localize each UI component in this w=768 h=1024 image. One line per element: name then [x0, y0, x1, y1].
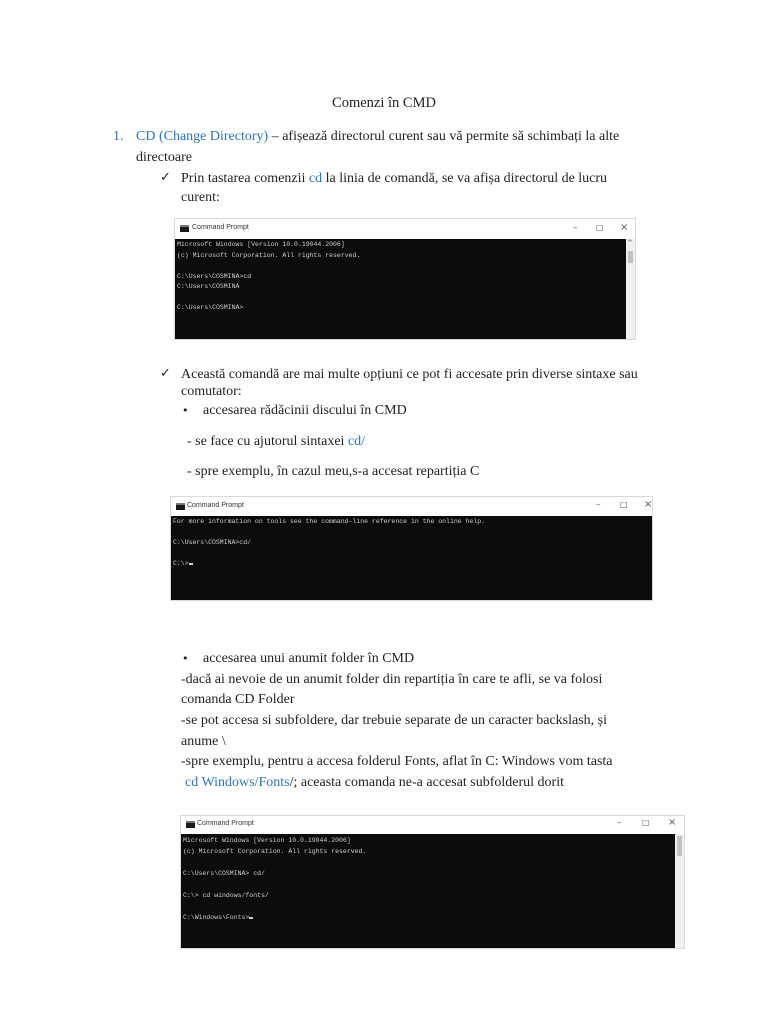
check-text-a: Prin tastarea comenzii: [181, 171, 309, 186]
scroll-thumb[interactable]: [677, 836, 682, 856]
item-description-cont: directoare: [136, 150, 192, 165]
text-cursor: [249, 917, 253, 919]
check-text-b: la linia de comandă, se va afișa directorul de lucru: [322, 171, 608, 186]
scrollbar[interactable]: [626, 239, 635, 339]
console-line: (c) Microsoft Corporation. All rights reserved.: [183, 848, 367, 855]
console-line: [177, 261, 624, 272]
document-title: Comenzi în CMD: [332, 95, 436, 111]
console-line: [183, 901, 673, 912]
paragraph-rest: /; aceasta comanda ne-a accesat subfolderul dorit: [289, 775, 564, 790]
console-line: [183, 857, 673, 868]
scroll-thumb[interactable]: [628, 251, 633, 263]
paragraph-line: comanda CD Folder: [181, 692, 295, 707]
console-line: (c) Microsoft Corporation. All rights reserved.: [177, 251, 361, 259]
console-line: Microsoft Windows [Version 10.0.19044.2006]: [177, 241, 345, 248]
console-line: [183, 912, 673, 923]
console-line: [173, 528, 650, 539]
console-prompt: C:\>: [173, 560, 189, 567]
terminal-icon: [180, 225, 189, 232]
note-text-a: - se face cu ajutorul sintaxei: [187, 434, 348, 449]
console-prompt: C:\Windows\Fonts>: [183, 914, 250, 921]
scrollbar[interactable]: [675, 834, 684, 948]
console-output: [181, 834, 675, 948]
close-button[interactable]: ×: [620, 222, 629, 233]
minimize-button[interactable]: –: [596, 500, 601, 510]
paragraph-line: [185, 773, 564, 793]
close-button[interactable]: ×: [668, 817, 677, 828]
console-line: C:\Users\COSMINA>cd/: [173, 539, 252, 546]
paragraph-line: -spre exemplu, pentru a accesa folderul Fonts, aflat în C: Windows vom tasta: [181, 754, 613, 769]
command-name: CD (Change Directory): [136, 129, 269, 144]
console-line: C:\Users\COSMINA>: [177, 304, 244, 311]
paragraph-line: anume \: [181, 734, 226, 749]
console-line: [173, 549, 650, 560]
note-text: [187, 432, 365, 452]
command-prompt-window-1: [174, 218, 636, 340]
maximize-button[interactable]: □: [596, 223, 604, 232]
terminal-icon: [176, 503, 185, 510]
console-line: [177, 293, 624, 304]
scroll-up-arrow-icon[interactable]: ^: [627, 239, 633, 247]
window-title: Command Prompt: [187, 502, 244, 509]
inline-command: cd Windows/Fonts: [185, 775, 290, 790]
item-description: afișează directorul curent sau vă permite să schimbați la alte: [282, 129, 620, 144]
console-line: C:\Users\COSMINA> cd/: [183, 870, 265, 877]
console-line: For more information on tools see the command-line reference in the online help.: [173, 518, 486, 525]
console-line: C:\Users\COSMINA: [177, 283, 240, 290]
checkmark-icon: ✓: [160, 170, 171, 185]
inline-command: cd/: [347, 434, 366, 449]
item-heading: [136, 127, 619, 147]
check-text-cont: comutator:: [181, 384, 242, 399]
window-title: Command Prompt: [192, 224, 249, 231]
title-bar: [175, 219, 635, 239]
command-prompt-window-3: [180, 815, 685, 949]
check-text-cont: curent:: [181, 190, 220, 205]
console-line: Microsoft Windows [Version 10.0.19044.2006]: [183, 837, 351, 844]
maximize-button[interactable]: □: [620, 500, 628, 509]
console-line: C:\> cd windows/fonts/: [183, 892, 269, 899]
bullet-text: accesarea unui anumit folder în CMD: [203, 651, 415, 666]
close-button[interactable]: ×: [644, 499, 653, 510]
bullet-icon: •: [182, 652, 189, 665]
inline-command: cd: [308, 171, 323, 186]
checkmark-icon: ✓: [160, 366, 171, 381]
title-bar: [171, 497, 652, 516]
text-cursor: [189, 563, 193, 565]
bullet-icon: •: [182, 404, 189, 417]
window-title: Command Prompt: [197, 820, 254, 827]
console-line: C:\Users\COSMINA>cd: [177, 272, 252, 280]
title-bar: [181, 816, 684, 834]
bullet-text: accesarea rădăcinii discului în CMD: [203, 403, 407, 418]
check-text: Această comandă are mai multe opțiuni ce pot fi accesate prin diverse sintaxe sau: [181, 367, 638, 382]
paragraph-line: -se pot accesa si subfoldere, dar trebuie separate de un caracter backslash, și: [181, 713, 608, 728]
check-text: [181, 169, 607, 189]
terminal-icon: [186, 821, 195, 828]
console-output: [175, 239, 626, 339]
maximize-button[interactable]: □: [642, 818, 650, 827]
console-line: [173, 559, 650, 570]
dash: –: [268, 129, 283, 144]
console-output: [171, 516, 652, 600]
minimize-button[interactable]: –: [573, 223, 578, 233]
minimize-button[interactable]: –: [617, 818, 622, 828]
list-number: 1.: [113, 129, 124, 144]
note-text: - spre exemplu, în cazul meu,s-a accesat repartiția C: [187, 464, 480, 479]
paragraph-line: -dacă ai nevoie de un anumit folder din repartiția în care te afli, se va folosi: [181, 672, 603, 687]
console-line: [183, 879, 673, 890]
command-prompt-window-2: [170, 496, 653, 601]
